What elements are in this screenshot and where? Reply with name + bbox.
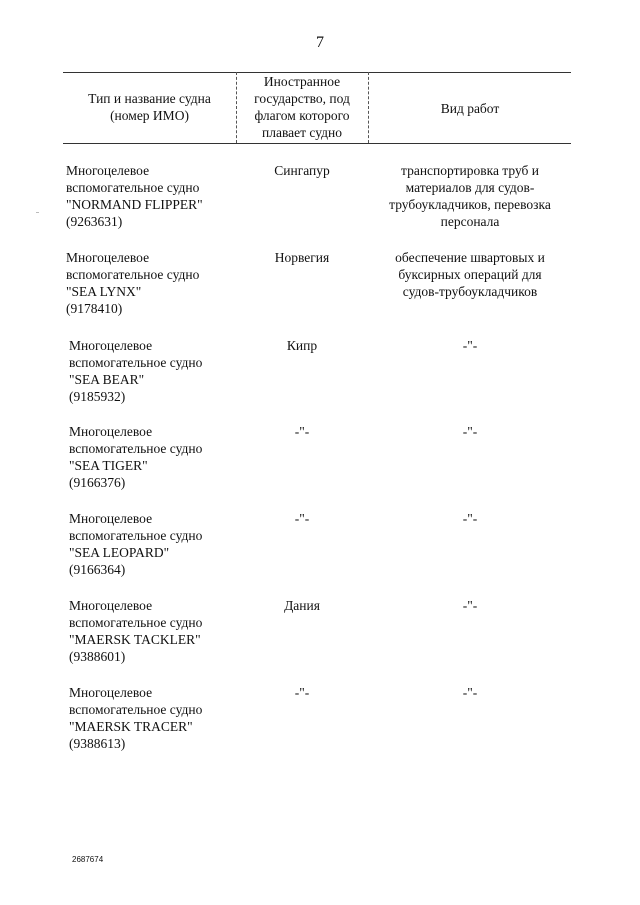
work-line: трубоукладчиков, перевозка (389, 197, 551, 212)
vessel-line: (9388601) (69, 649, 126, 664)
vessel-line: "MAERSK TACKLER" (69, 632, 201, 647)
vessel-name (66, 162, 266, 230)
work-line: -"- (462, 511, 478, 526)
work-line: персонала (440, 214, 500, 229)
work-line: обеспечение швартовых и (395, 250, 545, 265)
work-line: судов-трубоукладчиков (402, 284, 538, 299)
header-line: плавает судно (262, 125, 342, 140)
vessel-line: "NORMAND FLIPPER" (66, 197, 203, 212)
work-line: транспортировка труб и (401, 163, 539, 178)
vessel-line: "MAERSK TRACER" (69, 719, 193, 734)
flag-state: Норвегия (274, 250, 330, 265)
flag-state: -"- (294, 511, 310, 526)
vessel-line: (9263631) (66, 214, 123, 229)
work-type (368, 423, 572, 440)
document-code: 2687674 (72, 855, 104, 864)
vessel-line: Многоцелевое (69, 685, 153, 700)
vessel-line: Многоцелевое (66, 163, 150, 178)
margin-mark (36, 212, 39, 213)
header-line: Вид работ (440, 101, 500, 116)
header-line: (номер ИМО) (110, 108, 189, 123)
vessel-name (66, 249, 266, 317)
vessel-line: "SEA TIGER" (69, 458, 148, 473)
work-type (368, 510, 572, 527)
page-number: 7 (316, 34, 324, 51)
vessel-line: Многоцелевое (69, 424, 153, 439)
vessel-line: (9166376) (69, 475, 126, 490)
work-type (368, 162, 572, 230)
vessel-line: "SEA LEOPARD" (69, 545, 170, 560)
vessel-line: (9388613) (69, 736, 126, 751)
header-vessel (63, 90, 236, 124)
flag-state: Кипр (286, 338, 318, 353)
flag-state: -"- (294, 424, 310, 439)
vessel-line: (9185932) (69, 389, 126, 404)
vessel-line: вспомогательное судно (69, 615, 203, 630)
vessel-line: Многоцелевое (69, 511, 153, 526)
work-line: -"- (462, 598, 478, 613)
flag-state: -"- (294, 685, 310, 700)
work-line: -"- (462, 685, 478, 700)
work-type (368, 249, 572, 300)
header-flag (236, 73, 368, 141)
header-line: Тип и название судна (88, 91, 211, 106)
table-bottom-rule (63, 143, 571, 144)
vessel-line: "SEA LYNX" (66, 284, 142, 299)
vessel-line: вспомогательное судно (66, 180, 200, 195)
work-line: буксирных операций для (398, 267, 542, 282)
vessel-line: вспомогательное судно (69, 702, 203, 717)
vessel-line: Многоцелевое (69, 338, 153, 353)
work-type (368, 597, 572, 614)
work-type (368, 684, 572, 701)
header-line: флагом которого (254, 108, 350, 123)
header-line: Иностранное (263, 74, 341, 89)
work-line: -"- (462, 424, 478, 439)
vessel-line: Многоцелевое (66, 250, 150, 265)
vessel-line: Многоцелевое (69, 598, 153, 613)
flag-state: Сингапур (274, 163, 330, 178)
vessel-line: вспомогательное судно (66, 267, 200, 282)
header-work (368, 100, 572, 117)
work-line: -"- (462, 338, 478, 353)
vessel-line: вспомогательное судно (69, 355, 203, 370)
flag-state: Дания (284, 598, 320, 613)
vessel-line: "SEA BEAR" (69, 372, 145, 387)
vessel-line: вспомогательное судно (69, 441, 203, 456)
vessel-line: (9166364) (69, 562, 126, 577)
vessel-line: вспомогательное судно (69, 528, 203, 543)
work-type (368, 337, 572, 354)
header-line: государство, под (254, 91, 350, 106)
work-line: материалов для судов- (405, 180, 535, 195)
vessel-line: (9178410) (66, 301, 123, 316)
